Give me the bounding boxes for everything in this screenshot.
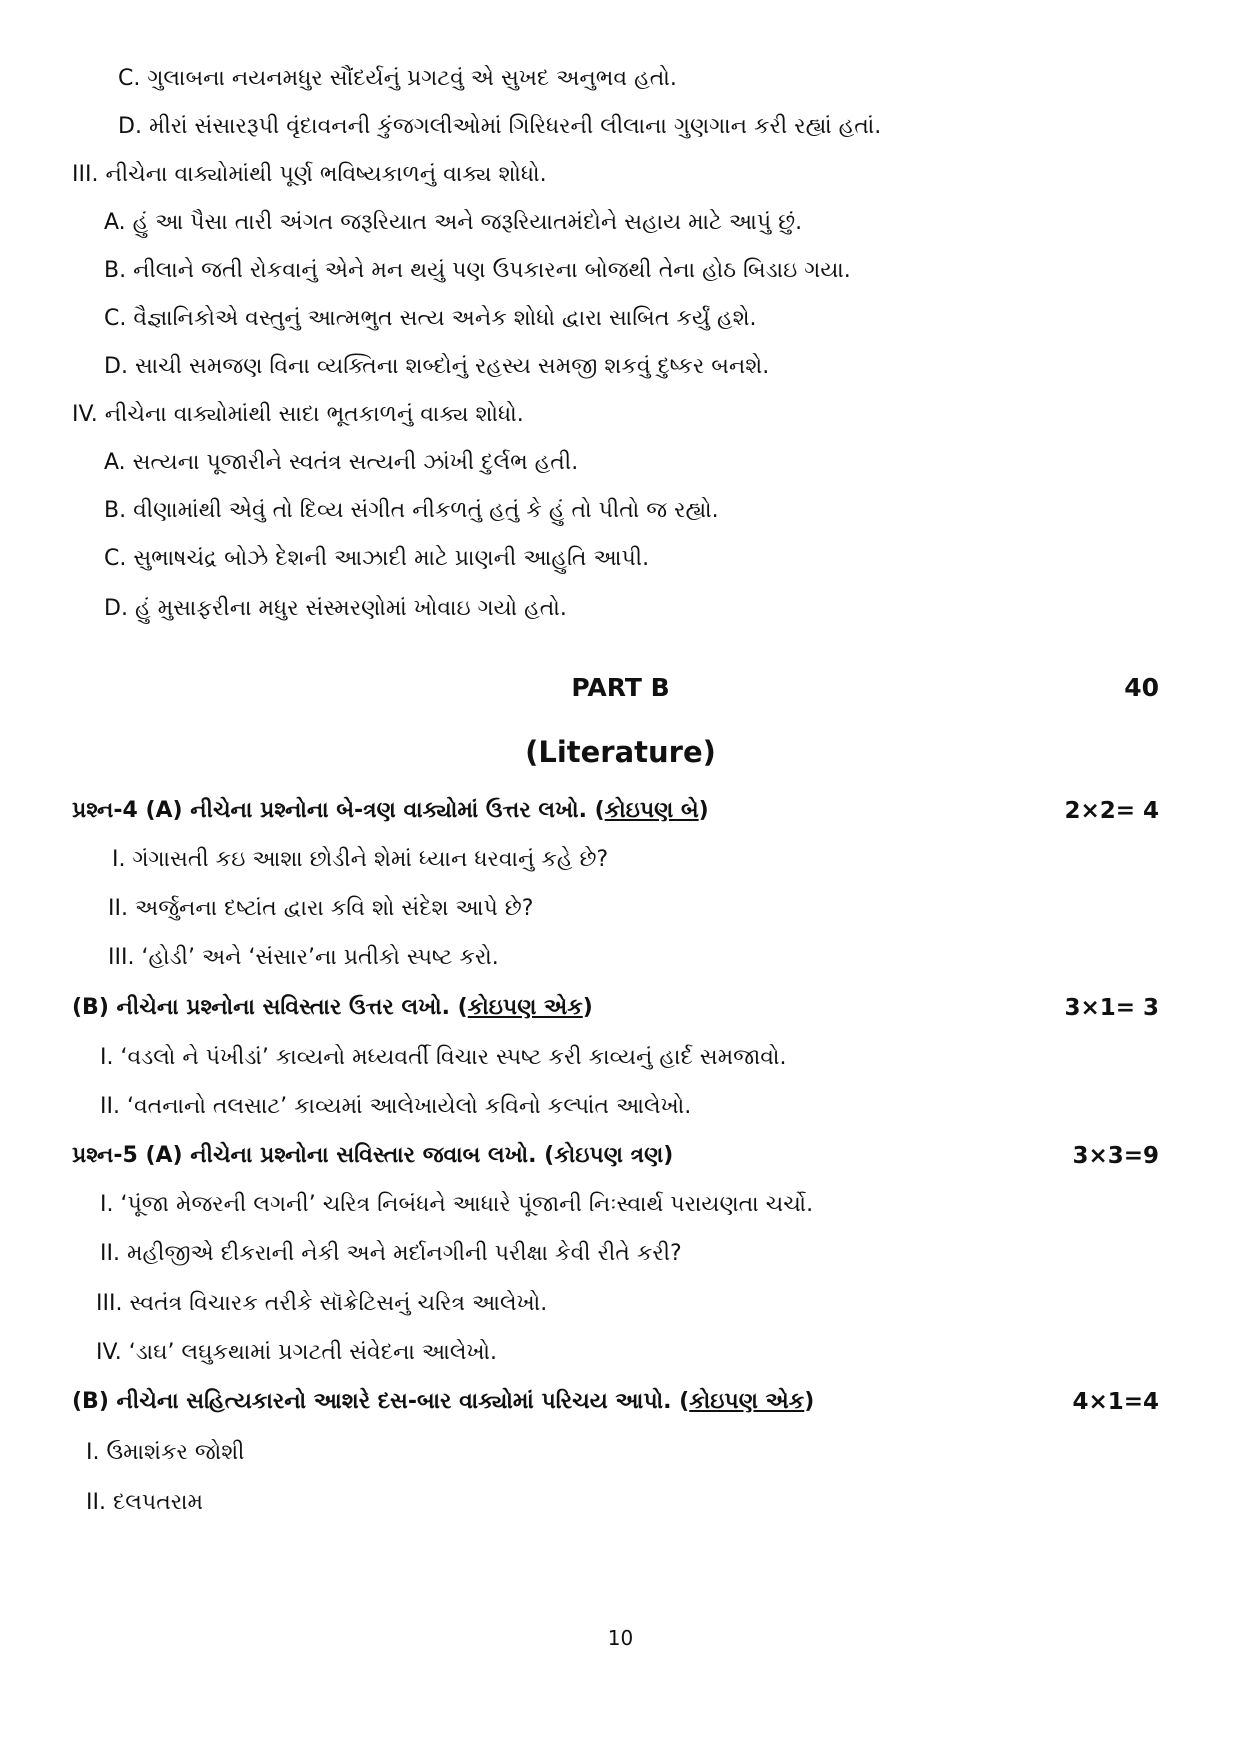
q4b-heading: (B) નીચેના પ્રશ્નોના સવિસ્તાર ઉત્તર લખો. (કોઇપણ એક) [72, 995, 593, 1020]
q5a-item-2: II. મહીજીએ દીકરાની નેકી અને મર્દાનગીની પરીક્ષા કેવી રીતે કરી? [100, 1241, 682, 1266]
q5a-marks: 3×3=9 [1072, 1143, 1159, 1169]
q3-option-c: C. વૈજ્ઞાનિકોએ વસ્તુનું આત્મભુત સત્ય અનેક શોધો દ્વારા સાબિત કર્યું હશે. [104, 306, 757, 331]
q5a-item-1: I. ‘પૂંજા મેજરની લગની’ ચરિત્ર નિબંધને આધારે પૂંજાની નિઃસ્વાર્થ પરાયણતા ચર્ચો. [100, 1192, 814, 1217]
q4a-item-1: I. ગંગાસતી કઇ આશા છોડીને શેમાં ધ્યાન ધરવાનું કહે છે? [112, 847, 609, 872]
q4a-choice: કોઇપણ બે [604, 798, 699, 823]
q4-option-d: D. હું મુસાફરીના મધુર સંસ્મરણોમાં ખોવાઇ ગયો હતો. [104, 596, 567, 621]
q5b-choice: કોઇપણ એક [689, 1389, 805, 1414]
q4a-heading: પ્રશ્ન-4 (A) નીચેના પ્રશ્નોના બે-ત્રણ વાક્યોમાં ઉત્તર લખો. (કોઇપણ બે) [72, 798, 709, 823]
q5b-heading: (B) નીચેના સહિત્યકારનો આશરે દસ-બાર વાક્યોમાં પરિચય આપો. (કોઇપણ એક) [72, 1389, 815, 1414]
q4a-item-2: II. અર્જુનના દષ્ટાંત દ્વારા કવિ શો સંદેશ આપે છે? [108, 896, 534, 921]
q3-option-d: D. સાચી સમજણ વિના વ્યક્તિના શબ્દોનું રહસ્ય સમજી શકવું દુષ્કર બનશે. [104, 354, 770, 379]
q5a-heading: પ્રશ્ન-5 (A) નીચેના પ્રશ્નોના સવિસ્તાર જવાબ લખો. (કોઇપણ ત્રણ) [72, 1143, 674, 1168]
q4a-marks: 2×2= 4 [1064, 798, 1159, 824]
q3-question: III. નીચેના વાક્યોમાંથી પૂર્ણ ભવિષ્યકાળનું વાક્ય શોધો. [72, 162, 547, 187]
q5b-item-2: II. દલપતરામ [86, 1490, 204, 1515]
q2-option-d: D. મીરાં સંસારરૂપી વૃંદાવનની કુંજગલીઓમાં ગિરિધરની લીલાના ગુણગાન કરી રહ્યાં હતાં. [118, 114, 882, 139]
part-b-subtitle: (Literature) [525, 735, 716, 769]
q4-option-a: A. સત્યના પૂજારીને સ્વતંત્ર સત્યની ઝાંખી દુર્લભ હતી. [104, 450, 579, 475]
q4b-item-2: II. ‘વતનાનો તલસાટ’ કાવ્યમાં આલેખાયેલો કવિનો કલ્પાંત આલેખો. [100, 1094, 692, 1119]
q5a-item-4: IV. ‘ડાઘ’ લઘુકથામાં પ્રગટતી સંવેદના આલેખો. [96, 1340, 498, 1365]
q3-option-a: A. હું આ પૈસા તારી અંગત જરૂરિયાત અને જરૂરિયાતમંદોને સહાય માટે આપું છું. [104, 210, 803, 235]
q5b-item-1: I. ઉમાશંકર જોશી [86, 1440, 245, 1465]
q2-option-c: C. ગુલાબના નયનમધુર સૌંદર્યનું પ્રગટવું એ સુખદ અનુભવ હતો. [118, 66, 677, 91]
q5b-marks: 4×1=4 [1072, 1389, 1159, 1415]
q4b-marks: 3×1= 3 [1064, 995, 1159, 1021]
q4b-choice: કોઇપણ એક [467, 995, 583, 1020]
q4-option-b: B. વીણામાંથી એવું તો દિવ્ય સંગીત નીકળતું હતું કે હું તો પીતો જ રહ્યો. [104, 498, 719, 523]
q4-question: IV. નીચેના વાક્યોમાંથી સાદા ભૂતકાળનું વાક્ય શોધો. [72, 402, 524, 427]
q5a-item-3: III. સ્વતંત્ર વિચારક તરીકે સૉક્રેટિસનું ચરિત્ર આલેખો. [96, 1291, 548, 1316]
q3-option-b: B. નીલાને જતી રોકવાનું એને મન થયું પણ ઉપકારના બોજથી તેના હોઠ બિડાઇ ગયા. [104, 258, 851, 283]
q4-option-c: C. સુભાષચંદ્ર બોઝે દેશની આઝાદી માટે પ્રાણની આહુતિ આપી. [104, 546, 650, 571]
q4a-item-3: III. ‘હોડી’ અને ‘સંસાર’ના પ્રતીકો સ્પષ્ટ કરો. [108, 945, 499, 970]
q4b-item-1: I. ‘વડલો ને પંખીડાં’ કાવ્યનો મધ્યવર્તી વિચાર સ્પષ્ટ કરી કાવ્યનું હાર્દ સમજાવો. [100, 1045, 787, 1070]
part-b-title: PART B [571, 673, 670, 702]
page-number: 10 [607, 1626, 634, 1650]
part-b-marks: 40 [1124, 673, 1159, 702]
